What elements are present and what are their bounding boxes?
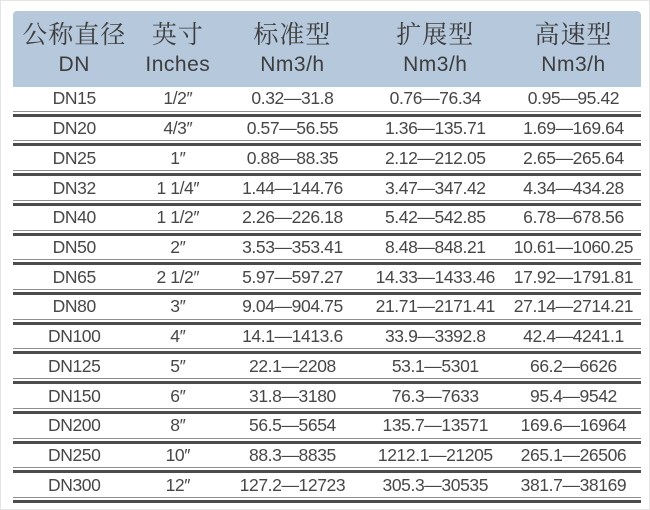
header-standard-subtitle: Nm3/h <box>260 52 325 76</box>
cell-extended: 3.47—347.42 <box>384 177 486 198</box>
header-standard-title: 标准型 <box>253 21 332 50</box>
header-inches-subtitle: Inches <box>145 52 211 76</box>
cell-standard: 88.3—8835 <box>248 444 336 465</box>
cell-dn: DN300 <box>47 474 101 495</box>
cell-dn: DN80 <box>52 296 96 317</box>
cell-inches: 3″ <box>170 296 186 317</box>
cell-inches: 1 1/2″ <box>156 207 200 228</box>
cell-standard: 22.1—2208 <box>248 355 336 376</box>
cell-dn: DN32 <box>52 177 96 198</box>
cell-inches: 6″ <box>170 385 186 406</box>
cell-dn: DN200 <box>47 415 101 436</box>
cell-standard: 3.53—353.41 <box>242 236 343 257</box>
header-dn-title: 公称直径 <box>22 21 127 50</box>
cell-dn: DN250 <box>47 444 101 465</box>
cell-high-speed: 6.78—678.56 <box>523 207 624 228</box>
table-row <box>13 354 641 384</box>
table-row <box>13 87 641 117</box>
cell-extended: 21.71—2171.41 <box>375 296 495 317</box>
cell-high-speed: 265.1—26506 <box>520 444 627 465</box>
cell-inches: 8″ <box>170 415 186 436</box>
table-row <box>13 117 641 147</box>
header-extended <box>365 20 506 78</box>
table-row <box>13 414 641 444</box>
cell-high-speed: 95.4—9542 <box>530 385 617 406</box>
table-row <box>13 384 641 414</box>
cell-inches: 1/2″ <box>163 88 193 109</box>
cell-standard: 127.2—12723 <box>239 474 346 495</box>
cell-inches: 5″ <box>170 355 186 376</box>
table-row <box>13 146 641 176</box>
cell-standard: 5.97—597.27 <box>242 266 343 287</box>
header-high-speed-subtitle: Nm3/h <box>541 52 606 76</box>
table-row <box>13 236 641 266</box>
cell-standard: 9.04—904.75 <box>242 296 343 317</box>
cell-extended: 76.3—7633 <box>391 385 479 406</box>
cell-high-speed: 169.6—16964 <box>520 415 627 436</box>
cell-standard: 0.32—31.8 <box>251 88 334 109</box>
cell-dn: DN50 <box>52 236 96 257</box>
cell-extended: 8.48—848.21 <box>384 236 486 257</box>
cell-high-speed: 1.69—169.64 <box>523 118 624 139</box>
header-extended-title: 扩展型 <box>396 21 475 50</box>
cell-inches: 4/3″ <box>163 118 193 139</box>
cell-inches: 2″ <box>170 236 186 257</box>
cell-dn: DN20 <box>52 118 96 139</box>
table-header <box>13 11 641 87</box>
cell-dn: DN40 <box>52 207 96 228</box>
cell-high-speed: 27.14—2714.21 <box>513 296 634 317</box>
cell-standard: 0.57—56.55 <box>246 118 339 139</box>
cell-high-speed: 17.92—1791.81 <box>513 266 634 287</box>
cell-standard: 2.26—226.18 <box>242 207 343 228</box>
header-extended-subtitle: Nm3/h <box>403 52 468 76</box>
cell-high-speed: 0.95—95.42 <box>527 88 620 109</box>
cell-extended: 33.9—3392.8 <box>384 326 486 347</box>
table-row <box>13 265 641 295</box>
table-row <box>13 295 641 325</box>
table-row <box>13 473 641 503</box>
cell-extended: 2.12—212.05 <box>384 147 486 168</box>
table-row <box>13 206 641 236</box>
table-row <box>13 325 641 355</box>
cell-extended: 0.76—76.34 <box>389 88 481 109</box>
cell-high-speed: 42.4—4241.1 <box>523 326 624 347</box>
header-inches <box>135 20 220 78</box>
cell-standard: 14.1—1413.6 <box>242 326 343 347</box>
table-row <box>13 176 641 206</box>
cell-high-speed: 66.2—6626 <box>530 355 617 376</box>
cell-high-speed: 381.7—38169 <box>520 474 627 495</box>
header-standard <box>220 20 364 78</box>
cell-inches: 12″ <box>165 474 191 495</box>
cell-inches: 1″ <box>170 147 186 168</box>
cell-high-speed: 4.34—434.28 <box>523 177 624 198</box>
cell-extended: 1.36—135.71 <box>384 118 486 139</box>
cell-extended: 53.1—5301 <box>391 355 479 376</box>
cell-inches: 10″ <box>165 444 191 465</box>
cell-inches: 4″ <box>170 326 186 347</box>
cell-extended: 1212.1—21205 <box>377 444 493 465</box>
header-dn <box>13 20 135 78</box>
cell-standard: 31.8—3180 <box>248 385 336 406</box>
flow-range-table <box>13 11 641 503</box>
cell-inches: 2 1/2″ <box>156 266 200 287</box>
header-high-speed <box>506 20 641 78</box>
cell-inches: 1 1/4″ <box>156 177 200 198</box>
header-dn-subtitle: DN <box>58 52 90 76</box>
cell-dn: DN100 <box>47 326 101 347</box>
cell-extended: 305.3—30535 <box>382 474 489 495</box>
cell-dn: DN65 <box>52 266 96 287</box>
row-divider <box>13 497 641 503</box>
cell-extended: 5.42—542.85 <box>384 207 486 228</box>
header-high-speed-title: 高速型 <box>534 21 613 50</box>
cell-dn: DN125 <box>47 355 101 376</box>
cell-standard: 0.88—88.35 <box>246 147 339 168</box>
header-inches-title: 英寸 <box>151 21 204 50</box>
cell-high-speed: 10.61—1060.25 <box>513 236 634 257</box>
cell-standard: 1.44—144.76 <box>242 177 343 198</box>
cell-extended: 135.7—13571 <box>382 415 489 436</box>
cell-dn: DN15 <box>52 88 96 109</box>
table-row <box>13 444 641 474</box>
cell-dn: DN25 <box>52 147 96 168</box>
cell-high-speed: 2.65—265.64 <box>523 147 624 168</box>
cell-extended: 14.33—1433.46 <box>375 266 495 287</box>
cell-dn: DN150 <box>47 385 101 406</box>
cell-standard: 56.5—5654 <box>248 415 336 436</box>
